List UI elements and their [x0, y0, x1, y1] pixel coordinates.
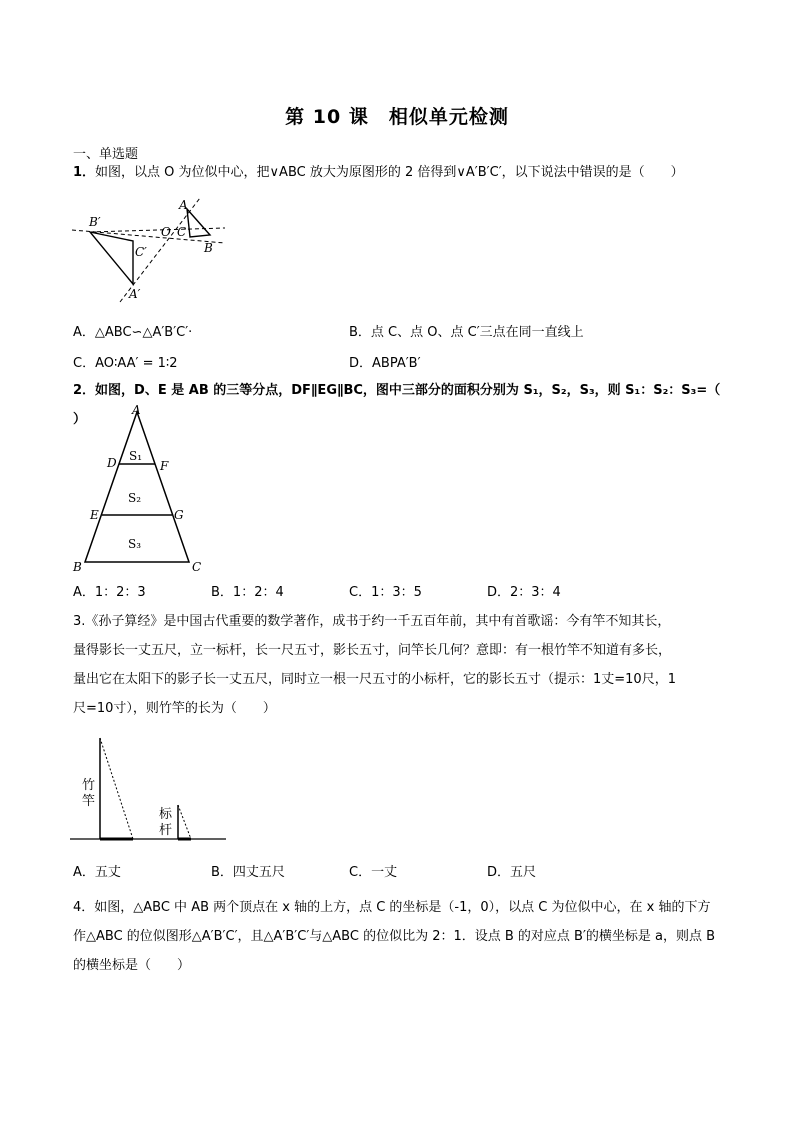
question-2-stem: 2．如图，D、E 是 AB 的三等分点，DF∥EG∥BC，图中三部分的面积分别为 S₁，S₂，S₃，则 S₁：S₂：S₃=（ ）: [73, 383, 721, 427]
label-pole-1: 竹: [82, 778, 96, 793]
label-g: G: [174, 508, 184, 522]
label-s3: S₃: [128, 537, 142, 551]
question-2-figure: [65, 402, 215, 577]
question-4-line: 的横坐标是（ ）: [73, 958, 191, 973]
question-2-option-a[interactable]: A．1：2：3: [73, 585, 146, 600]
label-s1: S₁: [129, 449, 143, 463]
question-3-option-b[interactable]: B．四丈五尺: [211, 865, 285, 880]
label-o: O: [161, 225, 171, 239]
section-heading: 一、单选题: [73, 147, 139, 162]
label-a: A: [179, 198, 188, 212]
sun-ray-stick: [178, 805, 191, 839]
label-b: B: [73, 560, 82, 574]
question-4-line: 作△ABC 的位似图形△A′B′C′，且△A′B′C′与△ABC 的位似比为 2：1．设点 B 的对应点 B′的横坐标是 a，则点 B: [73, 929, 716, 944]
label-c1: C′: [135, 245, 147, 259]
question-1-figure: [65, 190, 240, 310]
triangle-a1b1c1: [90, 232, 133, 284]
question-2-option-c[interactable]: C．1：3：5: [349, 585, 422, 600]
label-b1: B′: [89, 215, 101, 229]
question-3-line: 尺=10寸），则竹竿的长为（ ）: [73, 701, 276, 716]
question-3-line: 量得影长一丈五尺，立一标杆，长一尺五寸，影长五寸，问竿长几何？意即：有一根竹竿不知道有多长，: [73, 643, 672, 658]
question-1-option-b[interactable]: B．点 C、点 O、点 C′三点在同一直线上: [349, 325, 584, 340]
label-f: F: [160, 459, 169, 473]
question-3-figure: [70, 732, 230, 847]
sun-ray-pole: [100, 738, 133, 839]
question-3-option-a[interactable]: A．五丈: [73, 865, 121, 880]
label-pole-2: 竿: [82, 794, 96, 809]
question-1-option-c[interactable]: C．AO∶AA′ = 1∶2: [73, 356, 178, 371]
label-a1: A′: [129, 287, 141, 301]
label-stick-2: 杆: [159, 823, 173, 838]
question-1-option-d[interactable]: D．ABPA′B′: [349, 356, 421, 371]
question-2-option-b[interactable]: B．1：2：4: [211, 585, 284, 600]
label-e: E: [90, 508, 99, 522]
dashed-line-b: [72, 230, 225, 243]
label-d: D: [107, 456, 117, 470]
question-1-option-a[interactable]: A．△ABC∽△A′B′C′·: [73, 325, 193, 340]
label-stick-1: 标: [159, 807, 173, 822]
question-3-line: 量出它在太阳下的影子长一丈五尺，同时立一根一尺五寸的小标杆，它的影长五寸（提示：1丈=10尺，1: [73, 672, 676, 687]
question-3-option-c[interactable]: C．一丈: [349, 865, 398, 880]
label-s2: S₂: [128, 491, 142, 505]
question-1-text: 如图，以点 O 为位似中心，把∨ABC 放大为原图形的 2 倍得到∨A′B′C′，以下说法中错误的是（ ）: [95, 165, 684, 180]
question-2-option-d[interactable]: D．2：3：4: [487, 585, 561, 600]
question-3-option-d[interactable]: D．五尺: [487, 865, 537, 880]
question-4-stem: [73, 893, 723, 980]
question-1-number: 1．: [73, 165, 96, 180]
question-1-stem: [73, 158, 723, 187]
question-3-stem: [73, 607, 723, 723]
label-c: C: [177, 225, 187, 239]
question-3-line: 3.《孙子算经》是中国古代重要的数学著作，成书于约一千五百年前，其中有首歌谣：今有竿不知其长，: [73, 614, 671, 629]
triangle-abc: [187, 209, 210, 237]
label-a: A: [132, 403, 141, 417]
page-title: 第 10 课 相似单元检测: [285, 106, 509, 128]
question-4-line: 4．如图，△ABC 中 AB 两个顶点在 x 轴的上方，点 C 的坐标是（-1，0），以点 C 为位似中心，在 x 轴的下方: [73, 900, 711, 915]
label-b: B: [204, 241, 213, 255]
label-c: C: [192, 560, 202, 574]
